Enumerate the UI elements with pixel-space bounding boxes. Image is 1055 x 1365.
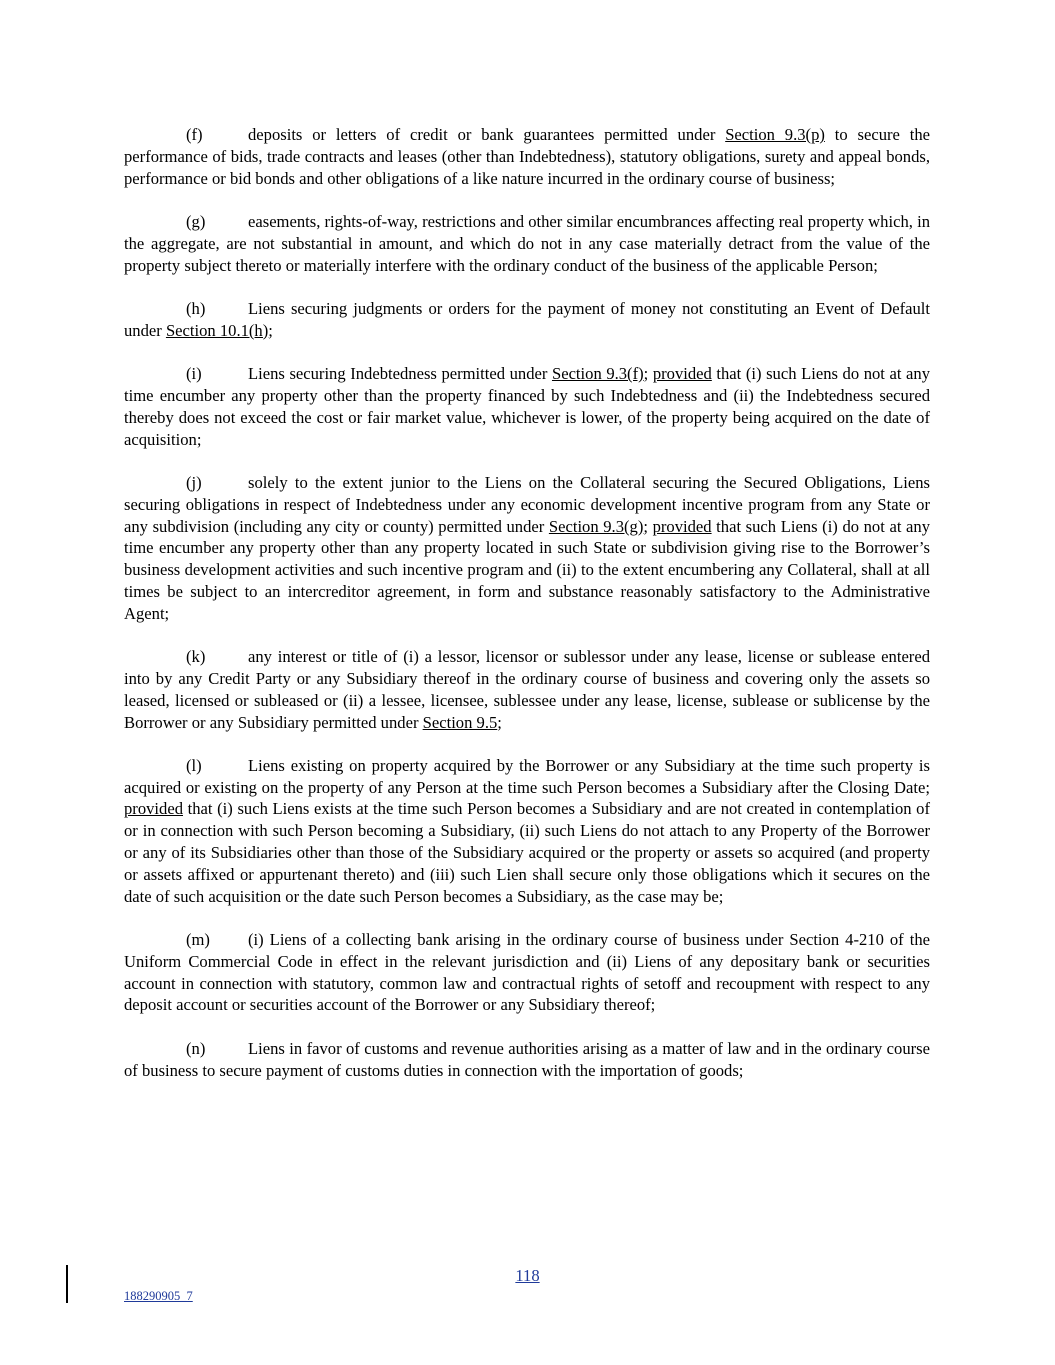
section-reference: Section 10.1(h) bbox=[165, 320, 269, 340]
paragraph-label: (m) bbox=[186, 930, 210, 950]
section-reference: Section 9.3(g) bbox=[548, 516, 644, 536]
paragraph-m: (m) (i) Liens of a collecting bank arising in the ordinary course of business under Section 4-210 of the Uniform Commercial Code in effect in the relevant jurisdiction and (ii) Liens of any depositary bank or securities account in connection with statutory, common law and contractual rights of setoff and recoupment with respect to any deposit account or securities account of the Borrower or any Subsidiary thereof; bbox=[124, 930, 930, 1015]
paragraph-i: (i) Liens securing Indebtedness permitted under Section 9.3(f); provided that (i) such Liens do not at any time encumber any property other than the property financed by such Indebtedness and (ii) the Indebtedness secured thereby does not exceed the cost or fair market value, whichever is lower, of the property being acquired on the date of acquisition; bbox=[124, 364, 930, 449]
paragraph-label: (f) bbox=[186, 125, 203, 144]
paragraph-label: (k) bbox=[186, 647, 206, 667]
proviso-term: provided bbox=[652, 364, 712, 384]
section-reference: Section 9.5 bbox=[422, 712, 498, 732]
document-body bbox=[124, 124, 930, 1103]
paragraph-label: (l) bbox=[186, 755, 202, 775]
paragraph-g: (g) easements, rights-of-way, restrictions and other similar encumbrances affecting real property which, in the aggregate, are not substantial in amount, and which do not in any case materially detract from the value of the property subject thereto or materially interfere with the ordinary conduct of the business of the applicable Person; bbox=[124, 211, 930, 275]
proviso-term: provided bbox=[652, 516, 712, 536]
paragraph-label: (h) bbox=[186, 298, 206, 318]
paragraph-f: (f) deposits or letters of credit or bank guarantees permitted under Section 9.3(p) to secure the performance of bids, trade contracts and leases (other than Indebtedness), statutory obligations, surety and appeal bonds, performance or bid bonds and other obligations of a like nature incurred in the ordinary course of business; bbox=[124, 125, 930, 188]
document-id: 188290905_7 bbox=[124, 1289, 193, 1303]
paragraph-n: (n) Liens in favor of customs and revenue authorities arising as a matter of law and in the ordinary course of business to secure payment of customs duties in connection with the importation of goods; bbox=[124, 1038, 930, 1080]
paragraph-j: (j) solely to the extent junior to the Liens on the Collateral securing the Secured Obligations, Liens securing obligations in respect of Indebtedness under any economic development incentive program from any State or any subdivision (including any city or county) permitted under Section 9.3(g); provided that such Liens (i) do not at any time encumber any property other than any property located in such State or subdivision giving rise to the Borrower’s business development activities and such incentive program and (ii) to the extent encumbering any Collateral, shall at all times be subject to an intercreditor agreement, in form and substance reasonably satisfactory to the Administrative Agent; bbox=[124, 472, 930, 623]
paragraph-label: (i) bbox=[186, 364, 202, 384]
paragraph-label: (j) bbox=[186, 472, 202, 492]
section-reference: Section 9.3(f) bbox=[551, 364, 644, 384]
paragraph-label: (n) bbox=[186, 1038, 206, 1058]
section-reference: Section 9.3(p) bbox=[725, 125, 825, 144]
page-number: 118 bbox=[515, 1266, 540, 1285]
proviso-term: provided bbox=[124, 799, 183, 819]
paragraph-k: (k) any interest or title of (i) a lessor, licensor or sublessor under any lease, license or sublease entered into by any Credit Party or any Subsidiary thereof in the ordinary course of business and covering only the assets so leased, licensed or subleased or (ii) a lessee, licensee, sublessee under any lease, license, sublease or sublicense by the Borrower or any Subsidiary permitted under Section 9.5; bbox=[124, 647, 930, 732]
paragraph-label: (g) bbox=[186, 211, 206, 231]
paragraph-h: (h) Liens securing judgments or orders for the payment of money not constituting an Event of Default under Section 10.1(h); bbox=[124, 298, 930, 340]
paragraph-l: (l) Liens existing on property acquired by the Borrower or any Subsidiary at the time such property is acquired or existing on the property of any Person at the time such Person becomes a Subsidiary after the Closing Date; provided that (i) such Liens exists at the time such Person becomes a Subsidiary and are not created in contemplation of or in connection with such Person becoming a Subsidiary, (ii) such Liens do not attach to any Property of the Borrower or any of its Subsidiaries other than those of the Subsidiary acquired or the property or assets so acquired (and property or assets affixed or appurtenant thereto) and (iii) such Lien shall secure only those obligations which it secures on the date of such acquisition or the date such Person becomes a Subsidiary, as the case may be; bbox=[124, 755, 930, 906]
